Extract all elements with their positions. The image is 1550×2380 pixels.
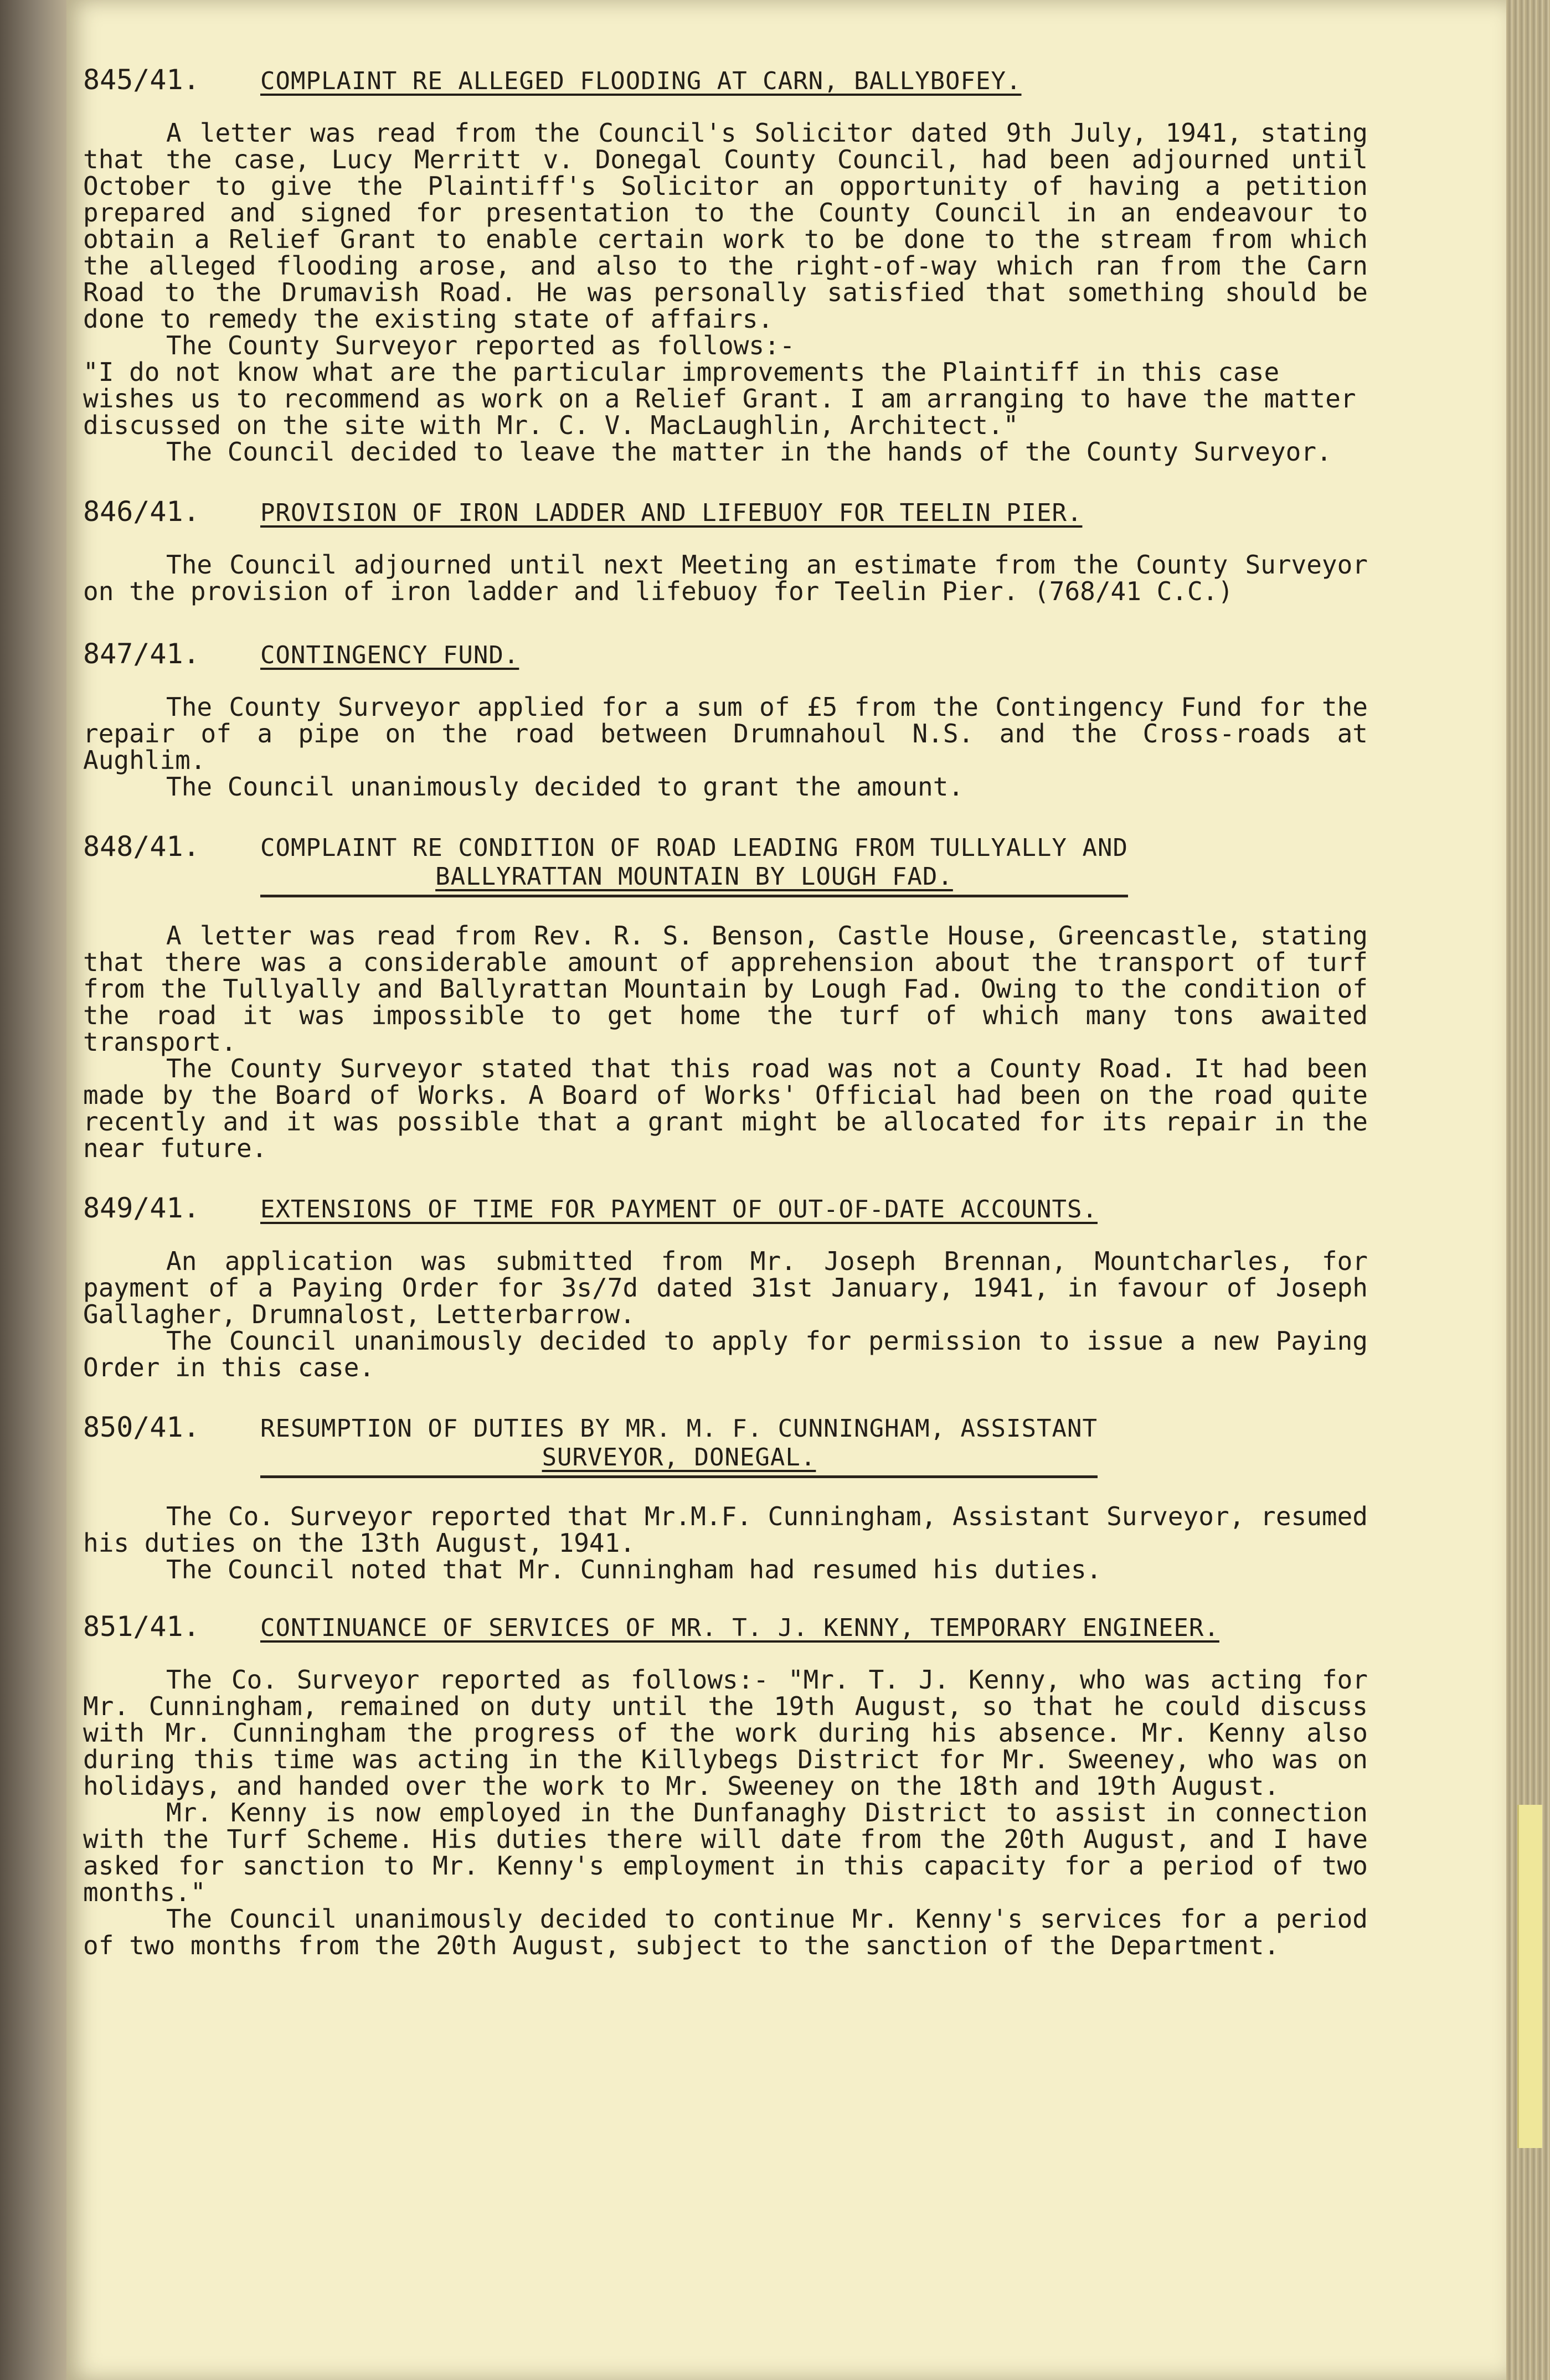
- minutes-body: [83, 66, 1368, 1959]
- minute-number: 848/41.: [83, 830, 200, 863]
- minute-heading: [83, 638, 1368, 670]
- bookmark-tab: [1517, 1805, 1542, 2148]
- minute-heading: [83, 1610, 1368, 1643]
- minute-number: 846/41.: [83, 495, 200, 528]
- minute-title-line: RESUMPTION OF DUTIES BY MR. M. F. CUNNINGHAM, ASSISTANT: [260, 1414, 1098, 1443]
- minute-paragraph: A letter was read from the Council's Solicitor dated 9th July, 1941, stating that the case, Lucy Merritt v. Donegal County Council, had been adjourned until October to give the Plaintiff's Solicitor an opportunity of having a petition prepared and signed for presentation to the County Council in an endeavour to obtain a Relief Grant to enable certain work to be done to the stream from which the alleged flooding arose, and also to the right-of-way which ran from the Carn Road to the Drumavish Road. He was personally satisfied that something should be done to remedy the existing state of affairs.: [83, 118, 1368, 334]
- minute-number: 845/41.: [83, 64, 200, 96]
- minute-item: [83, 1610, 1368, 1960]
- minute-item: [83, 638, 1368, 802]
- quoted-report: "I do not know what are the particular improvements the Plaintiff in this case wishes us to recommend as work on a Relief Grant. I am arranging to have the matter discussed on the site with Mr. C. V. MacLaughlin, Architect.": [83, 357, 1356, 440]
- minute-item: [83, 66, 1368, 465]
- minute-paragraph: The Co. Surveyor reported as follows:- "Mr. T. J. Kenny, who was acting for Mr. Cunningham, remained on duty until the 19th August, so that he could discuss with Mr. Cunningham the progress of the work during his absence. Mr. Kenny also during this time was acting in the Killybegs District for Mr. Sweeney, who was on holidays, and handed over the work to Mr. Sweeney on the 18th and 19th August.: [83, 1665, 1368, 1801]
- minute-paragraph: A letter was read from Rev. R. S. Benson, Castle House, Greencastle, stating that there was a considerable amount of apprehension about the transport of turf from the Tullyally and Ballyrattan Mountain by Lough Fad. Owing to the condition of the road it was impossible to get home the turf of which many tons awaited transport.: [83, 921, 1368, 1057]
- minute-title: [260, 1414, 1098, 1478]
- minute-heading: [83, 1192, 1368, 1224]
- binding-gutter: [0, 0, 66, 2380]
- minute-paragraph: The Co. Surveyor reported that Mr.M.F. Cunningham, Assistant Surveyor, resumed his duties on the 13th August, 1941.: [83, 1501, 1368, 1558]
- minute-item: [83, 830, 1368, 1163]
- minute-title: COMPLAINT RE ALLEGED FLOODING AT CARN, BALLYBOFEY.: [260, 67, 1022, 95]
- minute-title: CONTINGENCY FUND.: [260, 641, 519, 669]
- minute-paragraph: The County Surveyor applied for a sum of £5 from the Contingency Fund for the repair of a pipe on the road between Drumnahoul N.S. and the Cross-roads at Aughlim.: [83, 692, 1368, 775]
- minute-heading: [83, 66, 1368, 95]
- minute-paragraph: The County Surveyor reported as follows:-: [166, 331, 795, 360]
- minute-title: [260, 834, 1128, 897]
- minute-paragraph: Mr. Kenny is now employed in the Dunfanaghy District to assist in connection with the Turf Scheme. His duties there will date from the 20th August, and I have asked for sanction to Mr. Kenny's employment in this capacity for a period of two months.": [83, 1798, 1368, 1907]
- minute-paragraph: An application was submitted from Mr. Joseph Brennan, Mountcharles, for payment of a Paying Order for 3s/7d dated 31st January, 1941, in favour of Joseph Gallagher, Drumnalost, Letterbarrow.: [83, 1246, 1368, 1329]
- minute-paragraph: The Council unanimously decided to continue Mr. Kenny's services for a period of two months from the 20th August, subject to the sanction of the Department.: [83, 1904, 1368, 1960]
- minute-title-line: SURVEYOR, DONEGAL.: [542, 1443, 816, 1472]
- minute-title: CONTINUANCE OF SERVICES OF MR. T. J. KENNY, TEMPORARY ENGINEER.: [260, 1614, 1219, 1642]
- minute-number: 849/41.: [83, 1192, 200, 1224]
- minute-paragraph: The Council noted that Mr. Cunningham had resumed his duties.: [166, 1555, 1102, 1584]
- minute-title: PROVISION OF IRON LADDER AND LIFEBUOY FOR TEELIN PIER.: [260, 499, 1083, 527]
- minute-heading: [83, 830, 1368, 897]
- minute-item: [83, 1192, 1368, 1382]
- minute-paragraph: The County Surveyor stated that this road was not a County Road. It had been made by the Board of Works. A Board of Works' Official had been on the road quite recently and it was possible that a grant might be allocated for its repair in the near future.: [83, 1054, 1368, 1163]
- minute-paragraph: The Council unanimously decided to apply for permission to issue a new Paying Order in this case.: [83, 1326, 1368, 1382]
- minute-paragraph: The Council decided to leave the matter in the hands of the County Surveyor.: [166, 437, 1332, 467]
- minute-title: EXTENSIONS OF TIME FOR PAYMENT OF OUT-OF-DATE ACCOUNTS.: [260, 1195, 1098, 1223]
- minute-heading: [83, 1411, 1368, 1478]
- minute-number: 851/41.: [83, 1610, 200, 1643]
- minute-heading: [83, 495, 1368, 528]
- minute-number: 850/41.: [83, 1411, 200, 1443]
- minute-number: 847/41.: [83, 638, 200, 670]
- minute-paragraph: The Council unanimously decided to grant the amount.: [166, 772, 964, 802]
- minute-title-line: COMPLAINT RE CONDITION OF ROAD LEADING FROM TULLYALLY AND: [260, 834, 1128, 862]
- minute-item: [83, 1411, 1368, 1584]
- minute-paragraph: The Council adjourned until next Meeting an estimate from the County Surveyor on the provision of iron ladder and lifebuoy for Teelin Pier. (768/41 C.C.): [83, 550, 1368, 606]
- minute-item: [83, 495, 1368, 606]
- minute-title-line: BALLYRATTAN MOUNTAIN BY LOUGH FAD.: [435, 863, 953, 891]
